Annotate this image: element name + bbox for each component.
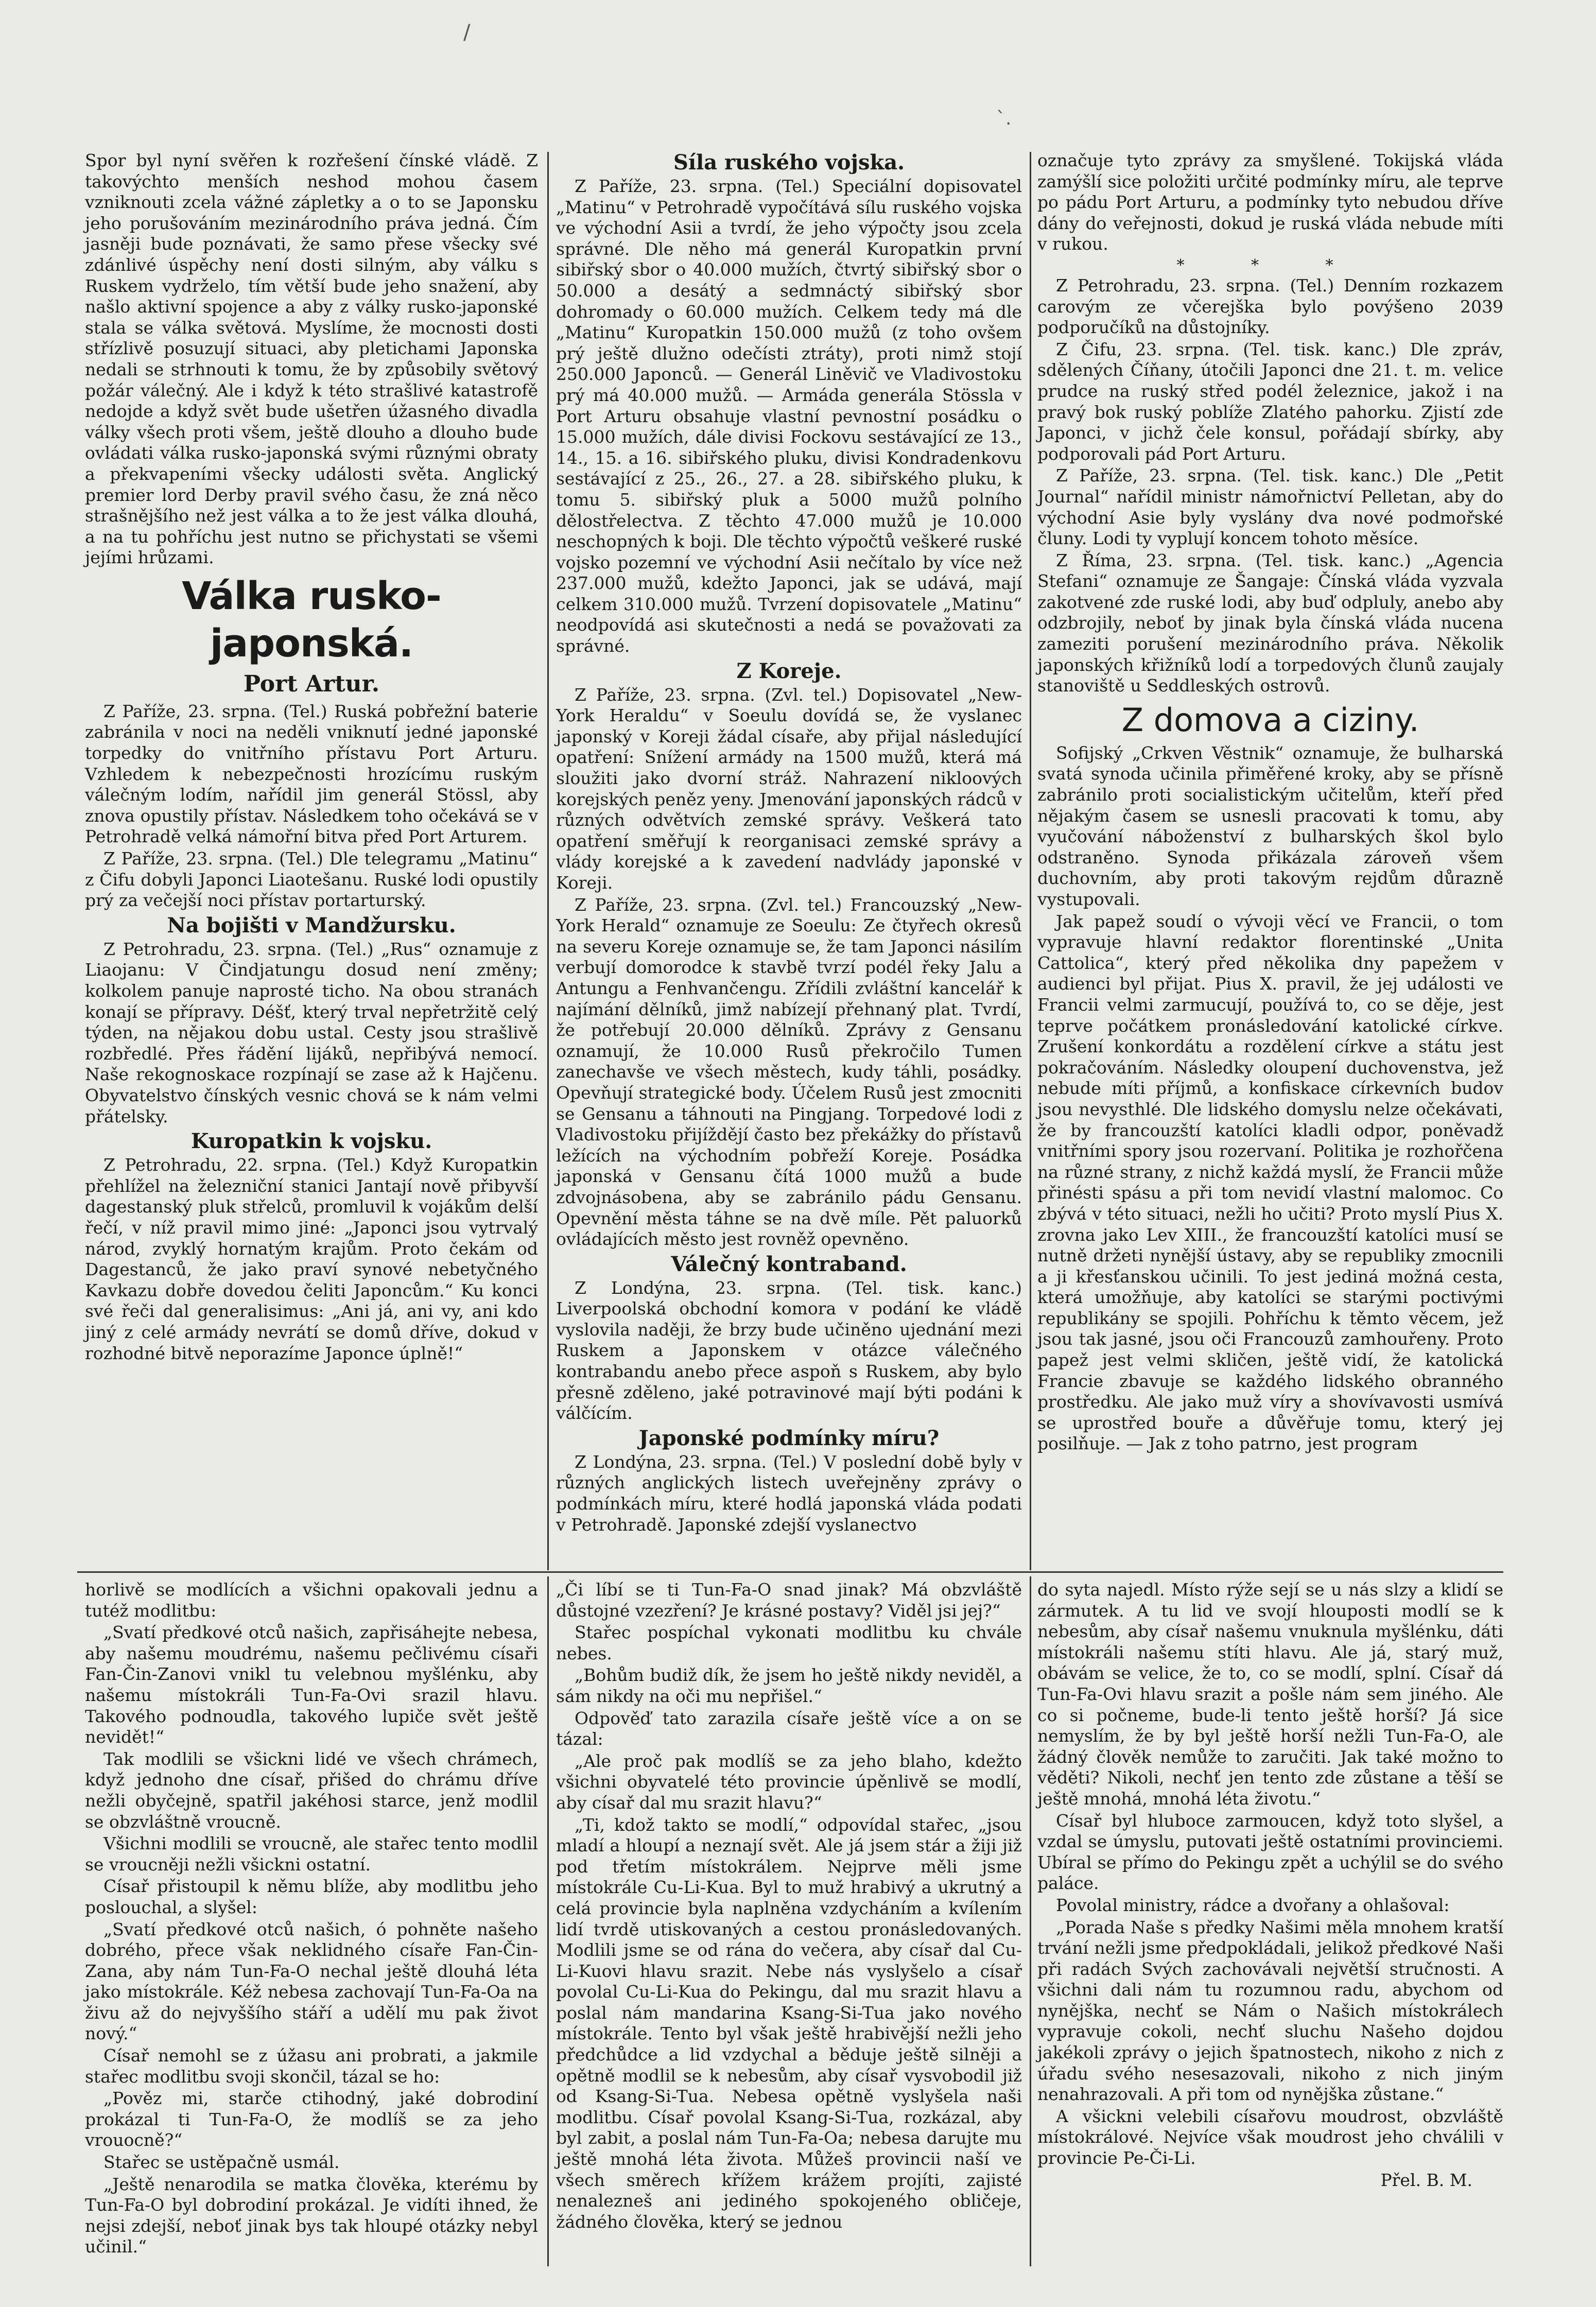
- col1-paragraph-2: Z Paříže, 23. srpna. (Tel.) Ruská pobřežní baterie zabránila v noci na neděli vniknutí jedné japonské torpedky do vnitřního přístavu Port Arturu. Vzhledem k nebezpečnosti hrozícímu ruským válečným lodím, nařídil jim generál Stössl, aby znova opustily přístav. Následkem toho očekává se v Petrohradě velká námořní bitva před Port Arturem.: [85, 701, 538, 847]
- feuilleton-c3-p4: „Porada Naše s předky Našimi měla mnohem kratší trvání nežli jsme předpokládali, jelikož předkové Naši při radách Svých zachovávali největší stručnosti. A všichni dali nám tu rozumnou radu, abychom od nynějška, nechť se Nám o Našich místokrálech vypravuje cokoli, nechť sluchu Našeho dojdou jakékoli zprávy o jejich špatnostech, nikoho z nich z úřadu svého nesesazovali, nikoho z nich jiným nenahrazovali. A při tom od nynějška zůstane.“: [1037, 1917, 1503, 2105]
- feuilleton-c2-p6: „Ti, kdož takto se modlí,“ odpovídal stařec, „jsou mladí a hloupí a neznají svět. Ale já jsem stár a žiji již pod třetím místokrálem. Nejprve měli jsme místokrále Cu-Li-Kua. Byl to muž hrabivý a ukrutný a celá provincie byla naplněna vzdycháním a kvílením lidí tvrdě utiskovaných a cestou pronásledovaných. Modlili jsme se od rána do večera, aby císař dal Cu-Li-Kuovi hlavu srazit. Nebe nás vyslyšelo a císař povolal Cu-Li-Kua do Pekingu, dal mu srazit hlavu a poslal nám mandarina Ksang-Si-Tua jako nového místokrále. Tento byl však ještě hrabivější nežli jeho předchůdce a lid vzdychal a běduje ještě silněji a opětně modlil se k nebesům, aby císař vysvobodil již od Ksang-Si-Tua. Nebesa opětně vyslyšela naši modlitbu. Císař povolal Ksang-Si-Tua, rozkázal, aby byl zabit, a poslal nám Tun-Fa-Oa; nebesa darujte mu ještě mnohá léta života. Můžeš provincii naší ve všech směrech křížem krážem projíti, zajisté nenalezneš ani jediného spokojeného obličeje, žádného člověka, který se jednou: [556, 1814, 1022, 2232]
- feuilleton-c3-p2: Císař byl hluboce zarmoucen, když toto slyšel, a vzdal se úmyslu, putovati ještě ostatními provinciemi. Ubíral se přímo do Pekingu zpět a uchýlil se do svého paláce.: [1037, 1810, 1503, 1894]
- stray-mark-right: `.: [996, 108, 1012, 129]
- feuilleton-c1-p6: „Svatí předkové otců našich, ó pohněte našeho dobrého, přece však neklidného císaře Fan-Čin-Zana, aby nám Tun-Fa-O nechal ještě dlouhá léta jako místokrále. Kéž nebesa zachovají Tun-Fa-Oa na živu až do nejvyššího stáří a udělí mu pak život nový.“: [85, 1919, 538, 2044]
- feuilleton-c1-p4: Všichni modlili se vroucně, ale stařec tento modlil se vroucněji nežli všickni ostatní.: [85, 1833, 538, 1875]
- col1-paragraph-4: Z Petrohradu, 23. srpna. (Tel.) „Rus“ oznamuje z Liaojanu: V Čindjatungu dosud není změny; kolkolem panuje naprosté ticho. Na obou stranách konají se přípravy. Déšť, který trval nepřetržitě celý týden, na nějakou dobu ustal. Cesty jsou strašlivě rozbředlé. Přes řádění lijáků, nepřibývá nemocí. Naše rekognoskace rozpínají se zase až k Hajčenu. Obyvatelstvo čínských vesnic chová se k nám velmi přátelsky.: [85, 939, 538, 1126]
- col2-paragraph-5: Z Londýna, 23. srpna. (Tel.) V poslední době byly v různých anglických listech uveřejněny zprávy o podmínkách míru, které hodlá japonská vláda podati v Petrohradě. Japonské zdejší vyslanectvo: [556, 1451, 1022, 1535]
- army-strength-title: Síla ruského vojska.: [673, 150, 905, 175]
- feuilleton-divider: [77, 1571, 1503, 1573]
- column-3: [1037, 150, 1503, 1455]
- feuilleton-c1-p9: Stařec se ustěpačně usmál.: [103, 2152, 340, 2173]
- feuilleton-c1-p3: Tak modlili se všickni lidé ve všech chrámech, když jednoho dne císař, přišed do chrámu dříve nežli obyčejně, spatřil jakéhosi starce, jenž modlil se obzvláštně vroucně.: [85, 1748, 538, 1832]
- feuilleton-column-2: [556, 1580, 1022, 2233]
- col2-paragraph-4: Z Londýna, 23. srpna. (Tel. tisk. kanc.) Liverpoolská obchodní komora v podání ke vládě vyslovila naději, že brzy bude učiněno ujednání mezi Ruskem a Japonskem v otázce válečného kontrabandu anebo přece aspoň s Ruskem, aby bylo přesně zděleno, jaké potravinové mají býti podáni k válčícím.: [556, 1277, 1022, 1424]
- feuilleton-c1-p7: Císař nemohl se z úžasu ani probrati, a jakmile stařec modlitbu svoji skončil, tázal se ho:: [85, 2045, 538, 2087]
- col1-paragraph-5: Z Petrohradu, 22. srpna. (Tel.) Když Kuropatkin přehlížel na železniční stanici Jantají nově přibyvší dagestanský pluk střelců, promluvil k vojákům delší řečí, v níž pravil mimo jiné: „Japonci jsou vytrvalý národ, zvyklý hornatým krajům. Proto čekám od Dagestanců, že jako praví synové nebetyčného Kavkazu dobře dovedou čeliti Japoncům.“ Ku konci své řeči dal generalisimus: „Ani já, ani vy, ani kdo jiný z celé armády nevrátí se domů dříve, dokud v rozhodné bitvě neporazíme Japonce úplně!“: [85, 1155, 538, 1363]
- feuilleton-c2-p3: „Bohům budiž dík, že jsem ho ještě nikdy neviděl, a sám nikdy na oči mu nepřišel.“: [556, 1665, 1022, 1706]
- col1-paragraph-3: Z Paříže, 23. srpna. (Tel.) Dle telegramu „Matinu“ z Čifu dobyli Japonci Liaotešanu. Ruské lodi opustily prý za večejší noci přístav portarturský.: [85, 848, 538, 911]
- col2-paragraph-2: Z Paříže, 23. srpna. (Zvl. tel.) Dopisovatel „New-York Heraldu“ v Soeulu dovídá se, že vyslanec japonský v Koreji žádal císaře, aby přijal následující opatření: Snížení armády na 1500 mužů, která má sloužiti jako dvorní stráž. Nahrazení nikloových korejských peněz yeny. Jmenování japonských rádců v různých odvětvích zemské správy. Veškerá tato opatření směřují k reorganisaci zemské správy a vlády korejské a k zavedení nadvlády japonské v Koreji.: [556, 684, 1022, 893]
- col2-paragraph-3: Z Paříže, 23. srpna. (Zvl. tel.) Francouzský „New-York Herald“ oznamuje ze Soeulu: Ze čtyřech okresů na severu Koreje oznamuje se, že tam Japonci násilím verbují domorodce k stavbě tvrzí podél řeky Jalu a Antungu a Fenhvančengu. Zřídili zvláštní kancelář k najímání dělníků, jimž nabízejí přehnaný plat. Tvrdí, že potřebují 20.000 dělníků. Zprávy z Gensanu oznamují, že 10.000 Rusů překročilo Tumen zanechavše ve všech městech, kudy táhli, posádky. Opevňují strategické body. Účelem Rusů jest zmocniti se Gensanu a táhnouti na Pingjang. Torpedové lodi z Vladivostoku přijíždějí často bez překážky do přístavů ležících na východním pobřeží Koreje. Posádka japonská v Gensanu čítá 1000 mužů a bude zdvojnásobena, aby se zabránilo pádu Gensanu. Opevnění města táhne se na dvě míle. Pět paluorků ovládajících město jest rovněž opevněno.: [556, 894, 1022, 1250]
- col1-paragraph-1: Spor byl nyní svěřen k rozřešení čínské vládě. Z takovýchto menších neshod mohou časem vzniknouti zcela vážné zápletky a o to se Japonsku jeho porušováním mezinárodního práva jedná. Čím jasněji bude poznávati, že samo přese všecky své zdánlivé úspěchy není dosti silným, aby válku s Ruskem vydrželo, tím větší bude jeho snažení, aby našlo aktivní spojence a aby z války rusko-japonské stala se válka světová. Myslíme, že mocnosti dosti střízlivě posuzují situaci, aby pletichami Japonska nedali se strhnouti k tomu, že by způsobily světový požár válečný. Ale i když k této strašlivé katastrofě nedojde a když svět bude ušetřen úžasného divadla války všech proti všem, ještě dlouho a dlouho bude ovládati válka rusko-japonská svými různými obraty a překvapeními všecky události světa. Anglický premier lord Derby pravil svého času, že zná něco strašnějšího než jest válka a to že jest válka dlouhá, a na tu pohříchu jest nutno se přichystati se všemi jejími hrůzami.: [85, 150, 538, 568]
- col3-paragraph-2: Z Petrohradu, 23. srpna. (Tel.) Denním rozkazem carovým ze včerejška bylo povýšeno 2039 podporučíků na důstojníky.: [1037, 275, 1503, 338]
- port-artur-title: Port Artur.: [243, 670, 380, 697]
- col3-paragraph-1: označuje tyto zprávy za smyšlené. Tokijská vláda zamýšlí sice položiti určité podmínky míru, ale teprve po pádu Port Arturu, a podmínky tyto nebudou dříve dány do veřejnosti, dokud je ruská vláda nebude míti v rukou.: [1037, 150, 1503, 254]
- col3-paragraph-4: Z Paříže, 23. srpna. (Tel. tisk. kanc.) Dle „Petit Journal“ nařídil ministr námořnictví Pelletan, aby do východní Asie byly vyslány dva nové podmořské čluny. Lodi ty vyplují koncem tohoto měsíce.: [1037, 465, 1503, 549]
- contraband-title: Válečný kontraband.: [671, 1252, 907, 1276]
- korea-title: Z Koreje.: [736, 658, 842, 683]
- col3-paragraph-5: Z Říma, 23. srpna. (Tel. tisk. kanc.) „Agencia Stefani“ oznamuje ze Šangaje: Čínská vláda vyzvala zakotvené zde ruské lodi, aby buď odpluly, anebo aby odzbrojily, neboť by jinak byla čínská vláda nucena zameziti porušení mezinárodního práva. Několik japonských křižníků lodí a torpedových člunů zaujaly stanoviště u Seddleských ostrovů.: [1037, 550, 1503, 696]
- feuilleton-c1-p5: Císař přistoupil k němu blíže, aby modlitbu jeho poslouchal, a slyšel:: [85, 1876, 538, 1917]
- bottom-column-rule-2: [1030, 1576, 1031, 2266]
- column-1: [85, 150, 538, 1365]
- column-rule-2: [1030, 152, 1031, 1570]
- col3-paragraph-6: Sofijský „Crkven Věstnik“ oznamuje, že bulharská svatá synoda učinila přiměřené kroky, aby se přísně zabránilo proti socialistickým učitelům, kteří před nějakým časem se usnesli pracovati k tomu, aby vyučování náboženství z bulharských škol bylo odstraněno. Synoda přikázala zároveň všem duchovním, aby proti takovým rejdům důrazně vystupovali.: [1037, 742, 1503, 909]
- feuilleton-c1-p1: horlivě se modlících a všichni opakovali jednu a tutéž modlitbu:: [85, 1580, 538, 1621]
- feuilleton-c3-p1: do syta najedl. Místo rýže sejí se u nás slzy a klidí se zármutek. A tu lid ve svojí hlouposti modlí se k nebesům, aby císař našemu vnuknula myšlénku, dáti místokráli našemu stíti hlavu. Ale já, starý muž, obávám se velice, že to, co se modlí, splní. Císař dá Tun-Fa-Ovi hlavu srazit a pošle nám sem jiného. Ale co si počneme, bude-li tento ještě horší? Já sice nemyslím, že by byl ještě horší nežli Tun-Fa-O, ale žádný člověk nemůže to zaručiti. Jak také možno to věděti? Nikoli, nechť jen tento zde zůstane a těší se ještě mnohá, mnohá léta životu.“: [1037, 1580, 1503, 1809]
- stray-mark-top: /: [463, 21, 471, 44]
- war-headline: Válka rusko-japonská.: [182, 574, 441, 666]
- feuilleton-c1-p2: „Svatí předkové otců našich, zapřisáhejte nebesa, aby našemu moudrému, našemu pečlivému císaři Fan-Čin-Zanovi vnikl tu velebnou myšlénku, aby našemu místokráli Tun-Fa-Ovi srazil hlavu. Takového podnoudla, takového lupiče svět ještě nevidět!“: [85, 1622, 538, 1747]
- peace-terms-title: Japonské podmínky míru?: [638, 1426, 940, 1450]
- domestic-foreign-headline: Z domova a ciziny.: [1121, 701, 1419, 739]
- col3-paragraph-7: Jak papež soudí o vývoji věcí ve Francii, o tom vypravuje hlavní redaktor florentinské „Unita Cattolica“, který před několika dny papežem v audienci byl přijat. Pius X. pravil, že jej události ve Francii velmi zarmucují, používá to, co se děje, jest teprve počátkem pronásledování katolické církve. Zrušení konkordátu a rozdělení církve a státu jest pokračováním. Následky oloupení duchovenstva, jež nebude míti příjmů, a konfiskace církevních budov jsou nevysthlé. Dle lidského domyslu nelze očekávati, že by francouzští katolíci kladli odpor, poněvadž vnitřními spory jsou rozervaní. Politika je rozhořčena na různé strany, z nichž každá myslí, že Francii může přinésti spásu a při tom nevidí vlastní malomoc. Co zbývá v této situaci, nežli ho učiti? Proto myslí Pius X. zrovna jako Lev XIII., že francouzští katolíci musí se nutně držeti nynější ústavy, aby se republiky zmocnili a ji křesťanskou učinili. To jest jediná možná cesta, která umožňuje, aby katolíci se starými poctivými republikány se spojili. Pohříchu k těmto věcem, jež jsou tak jasné, jsou oči Francouzů zamhouřeny. Proto papež jest velmi skličen, ještě vidí, že katolická Francie zbavuje se každého lidského obranného prostředku. Ale jako muž víry a shovívavosti usmívá se uprostřed bouře a důvěřuje tomu, který jej posilňuje. — Jak z toho patrno, jest program: [1037, 911, 1503, 1454]
- feuilleton-column-3: [1037, 1580, 1503, 2191]
- feuilleton-c2-p4: Odpověď tato zarazila císaře ještě více a on se tázal:: [556, 1708, 1022, 1749]
- feuilleton-c1-p8: „Pověz mi, starče ctihodný, jaké dobrodiní prokázal ti Tun-Fa-O, že modlíš se za jeho vrouocně?“: [85, 2088, 538, 2150]
- manchuria-title: Na bojišti v Mandžursku.: [167, 913, 456, 938]
- feuilleton-c3-p3: Povolal ministry, rádce a dvořany a ohlašoval:: [1056, 1895, 1450, 1915]
- feuilleton-c1-p10: „Ještě nenarodila se matka člověka, kterému by Tun-Fa-O byl dobrodiní prokázal. Je vidíti ihned, že nejsi zdejší, neboť jinak bys tak hloupé otázky nebyl učinil.“: [85, 2174, 538, 2257]
- feuilleton-c2-p2: Stařec pospíchal vykonati modlitbu ku chvále nebes.: [556, 1622, 1022, 1663]
- col3-paragraph-3: Z Čifu, 23. srpna. (Tel. tisk. kanc.) Dle zpráv, sdělených Číňany, útočili Japonci dne 21. t. m. velice prudce na ruský střed podél železnice, jakož i na pravý bok ruský poblíže Zlatého pahorku. Zjistí zde Japonci, v jichž čele konsul, pořádají sbírky, aby podporovali pád Port Arturu.: [1037, 339, 1503, 464]
- section-asterisks: * * *: [1176, 256, 1364, 274]
- bottom-column-rule-1: [547, 1576, 549, 2266]
- col2-paragraph-1: Z Paříže, 23. srpna. (Tel.) Speciální dopisovatel „Matinu“ v Petrohradě vypočítává sílu ruského vojska ve východní Asii a tvrdí, že jeho výpočty jsou zcela správné. Dle něho má generál Kuropatkin první sibiřský sbor o 40.000 mužích, čtvrtý sibiřský sbor o 50.000 a desátý a sedmnáctý sibiřský sbor dohromady o 60.000 mužích. Celkem tedy má dle „Matinu“ Kuropatkin 150.000 mužů (z toho ovšem prý ještě dlužno odečísti ztráty), proti nimž stojí 250.000 Japonců. — Generál Liněvič ve Vladivostoku prý má 40.000 mužů. — Armáda generála Stössla v Port Arturu obsahuje vlastní pevnostní posádku o 15.000 mužích, dále divisi Fockovu sestávající ze 13., 14., 15. a 16. sibiřského pluku, divisi Kondradenkovu sestávající z 25., 26., 27. a 28. sibiřského pluku, k tomu 5. sibiřský pluk a 5000 mužů polního dělostřelectva. Z těchto 47.000 mužů je 10.000 neschopných k boji. Dle těchto výpočtů veškeré ruské vojsko pozemní ve východní Asii nečítalo by více než 237.000 mužů, kdežto Japonci, jak se udává, mají celkem 310.000 mužů. Tvrzení dopisovatele „Matinu“ neodpovídá asi skutečnosti a nedá se považovati za správné.: [556, 176, 1022, 656]
- column-rule-1: [547, 152, 549, 1570]
- feuilleton-c2-p5: „Ale proč pak modlíš se za jeho blaho, kdežto všichni obyvatelé této provincie úpěnlivě se modlí, aby císař dal mu srazit hlavu?“: [556, 1750, 1022, 1813]
- feuilleton-c3-p5: A všickni velebili císařovu moudrost, obzvláště místokrálové. Nejvíce však moudrost jeho chválili v provincie Pe-Či-Li.: [1037, 2106, 1503, 2169]
- translator-signature: Přel. B. M.: [1380, 2170, 1472, 2190]
- column-2: [556, 150, 1022, 1536]
- feuilleton-column-1: [85, 1580, 538, 2259]
- kuropatkin-title: Kuropatkin k vojsku.: [190, 1129, 432, 1154]
- feuilleton-c2-p1: „Či líbí se ti Tun-Fa-O snad jinak? Má obzvláště důstojné vzezření? Je krásné postavy? Viděl jsi jej?“: [556, 1580, 1022, 1621]
